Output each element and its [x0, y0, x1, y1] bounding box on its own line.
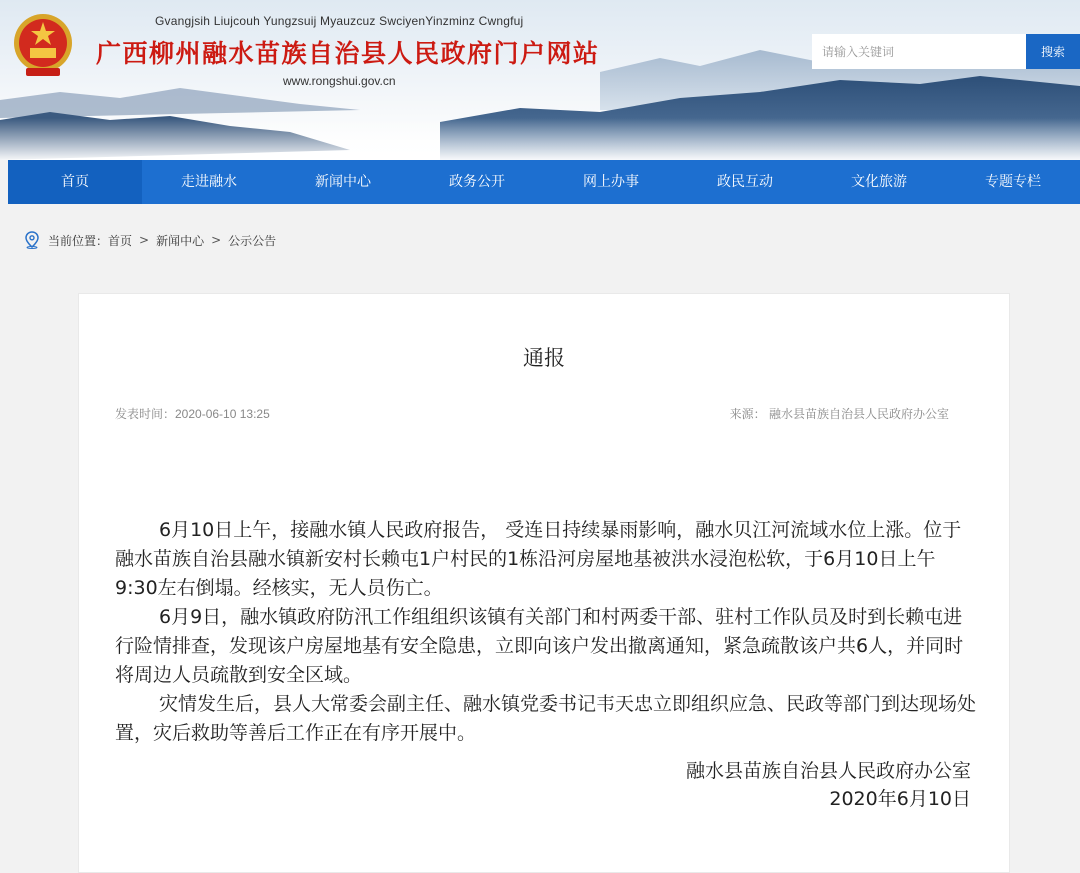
breadcrumb-notices[interactable]: 公示公告 [228, 233, 277, 248]
search-button[interactable]: 搜索 [1026, 34, 1080, 69]
breadcrumb [24, 229, 276, 251]
signature-org: 融水县苗族自治县人民政府办公室 [685, 760, 971, 782]
breadcrumb-separator: > [139, 233, 150, 247]
breadcrumb-separator: > [211, 233, 222, 247]
article-paragraph: 6月9日，融水镇政府防汛工作组组织该镇有关部门和村两委干部、驻村工作队员及时到长赖屯进行险情排查，发现该户房屋地基有安全隐患，立即向该户发出撤离通知，紧急疏散该户共6人，并同时将周边人员疏散到安全区域。 [115, 606, 964, 686]
nav-item-culture-tourism[interactable]: 文化旅游 [851, 174, 907, 190]
signature-date: 2020年6月10日 [829, 788, 971, 810]
main-nav [8, 160, 1080, 204]
breadcrumb-prefix: 当前位置： [48, 233, 109, 248]
nav-item-interaction[interactable]: 政民互动 [717, 174, 773, 190]
header-banner [0, 0, 1080, 160]
article-body [115, 516, 977, 748]
breadcrumb-home[interactable]: 首页 [108, 233, 133, 248]
nav-item-about[interactable]: 走进融水 [181, 174, 237, 190]
site-url: www.rongshui.gov.cn [283, 74, 396, 88]
signature [686, 757, 971, 813]
site-title: 广西柳州融水苗族自治县人民政府门户网站 [96, 39, 600, 68]
site-subtitle: Gvangjsih Liujcouh Yungzsuij Myauzcuz SwciyenYinzminz Cwngfuj [155, 14, 524, 28]
publish-time: 发表时间：2020-06-10 13:25 [115, 407, 270, 421]
breadcrumb-news[interactable]: 新闻中心 [156, 233, 205, 248]
search-input[interactable] [812, 34, 1026, 69]
article-paragraph: 6月10日上午，接融水镇人民政府报告， 受连日持续暴雨影响，融水贝江河流域水位上涨。位于融水苗族自治县融水镇新安村长赖屯1户村民的1栋沿河房屋地基被洪水浸泡松软，于6月10日上午9:30左右倒塌。经核实，无人员伤亡。 [115, 519, 962, 599]
nav-item-home[interactable]: 首页 [8, 160, 142, 204]
nav-item-news[interactable]: 新闻中心 [315, 174, 371, 190]
article-title: 通报 [523, 346, 565, 370]
article-paragraph: 灾情发生后，县人大常委会副主任、融水镇党委书记韦天忠立即组织应急、民政等部门到达现场处置，灾后救助等善后工作正在有序开展中。 [115, 693, 977, 744]
nav-item-government-affairs[interactable]: 政务公开 [449, 174, 505, 190]
location-pin-icon [24, 231, 40, 249]
national-emblem-icon [12, 12, 74, 78]
nav-item-special-topics[interactable]: 专题专栏 [985, 174, 1041, 190]
nav-item-online-services[interactable]: 网上办事 [583, 174, 639, 190]
article-panel [78, 293, 1010, 873]
article-source: 来源： 融水县苗族自治县人民政府办公室 [729, 407, 949, 421]
